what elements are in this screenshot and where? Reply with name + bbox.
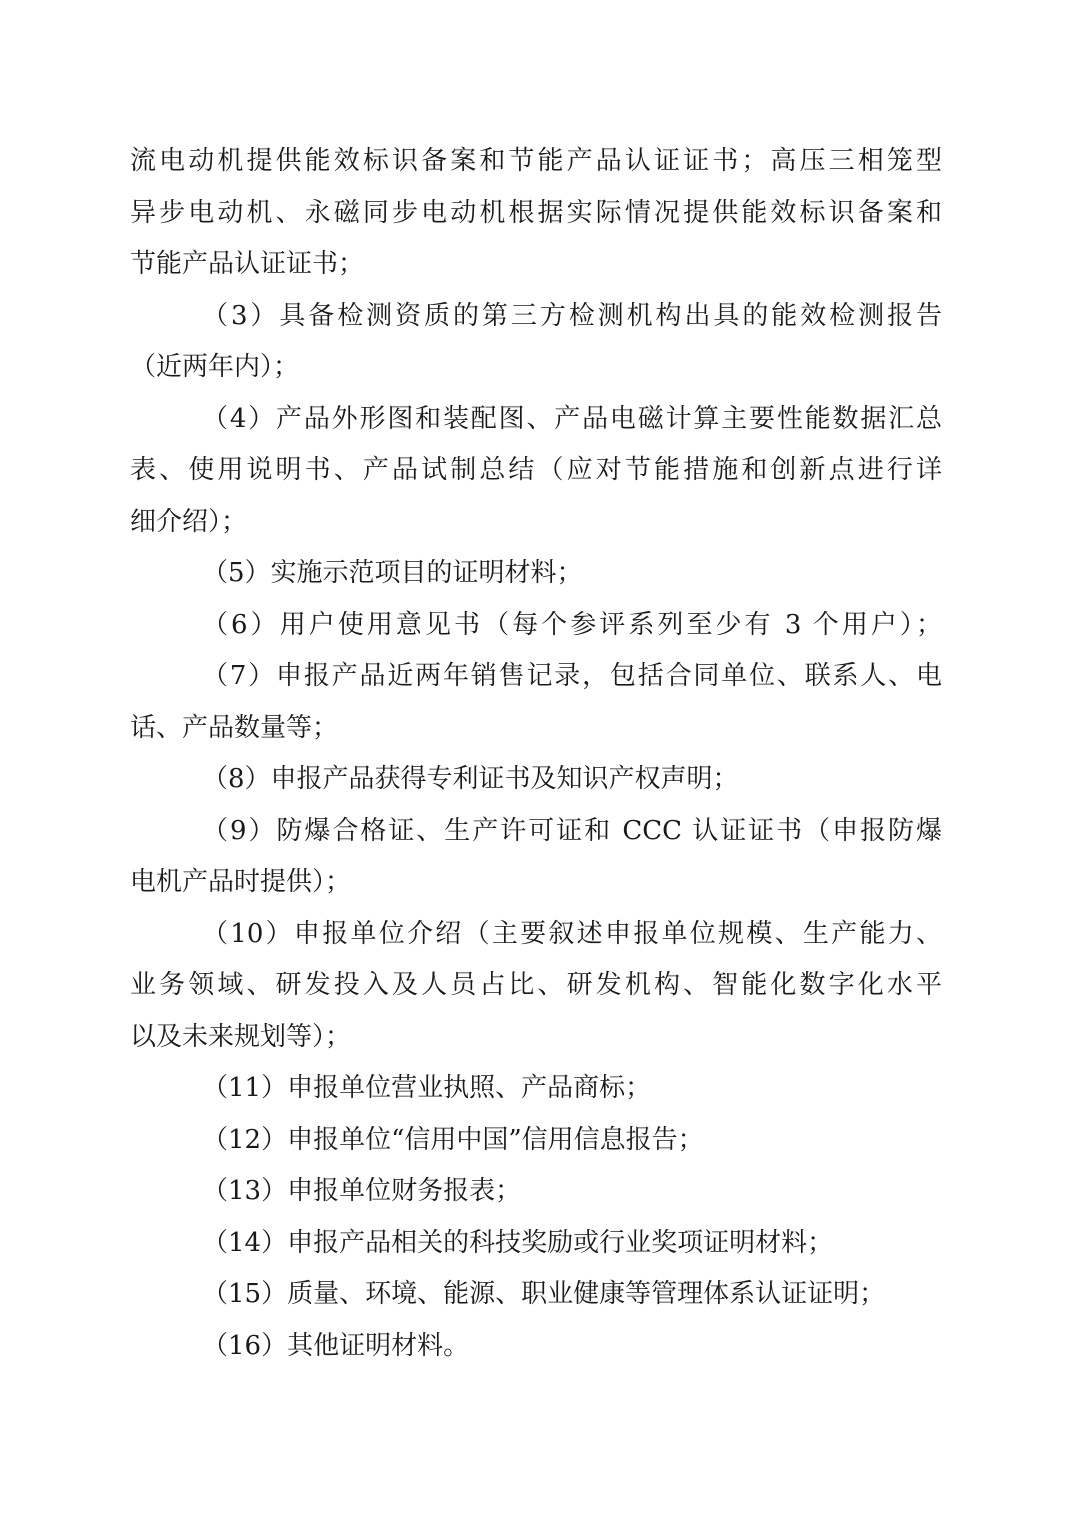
text-line: 节能产品认证证书；: [130, 249, 365, 279]
list-item-3: （3）具备检测资质的第三方检测机构出具的能效检测报告: [202, 300, 942, 331]
text-line: 异步电动机、永磁同步电动机根据实际情况提供能效标识备案和: [130, 197, 942, 228]
list-item-12: （12）申报单位“信用中国”信用信息报告；: [202, 1124, 704, 1155]
list-item-11: （11）申报单位营业执照、产品商标；: [202, 1073, 652, 1103]
list-item-15: （15）质量、环境、能源、职业健康等管理体系认证证明；: [202, 1279, 886, 1309]
document-body: [130, 136, 942, 1372]
list-item-7: （7）申报产品近两年销售记录，包括合同单位、联系人、电: [202, 661, 942, 691]
text-line: 以及未来规划等）；: [130, 1021, 352, 1052]
text-line: 细介绍）；: [130, 506, 248, 537]
list-item-8: （8）申报产品获得专利证书及知识产权声明；: [202, 764, 739, 794]
text-line: 业务领域、研发投入及人员占比、研发机构、智能化数字化水平: [130, 970, 942, 1000]
list-item-14: （14）申报产品相关的科技奖励或行业奖项证明材料；: [202, 1227, 834, 1258]
list-item-6: （6）用户使用意见书（每个参评系列至少有 3 个用户）；: [202, 609, 942, 640]
list-item-5: （5）实施示范项目的证明材料；: [202, 558, 583, 588]
text-line: 流电动机提供能效标识备案和节能产品认证证书；高压三相笼型: [130, 146, 942, 176]
text-line: 话、产品数量等；: [130, 712, 339, 743]
list-item-9: （9）防爆合格证、生产许可证和 CCC 认证证书（申报防爆: [202, 815, 942, 846]
list-item-4: （4）产品外形图和装配图、产品电磁计算主要性能数据汇总: [202, 403, 942, 434]
text-line: 电机产品时提供）；: [130, 867, 352, 897]
list-item-10: （10）申报单位介绍（主要叙述申报单位规模、生产能力、: [202, 918, 942, 949]
list-item-16: （16）其他证明材料。: [202, 1330, 470, 1361]
text-line: （近两年内）；: [130, 352, 300, 382]
list-item-13: （13）申报单位财务报表；: [202, 1176, 522, 1206]
text-line: 表、使用说明书、产品试制总结（应对节能措施和创新点进行详: [130, 455, 942, 485]
